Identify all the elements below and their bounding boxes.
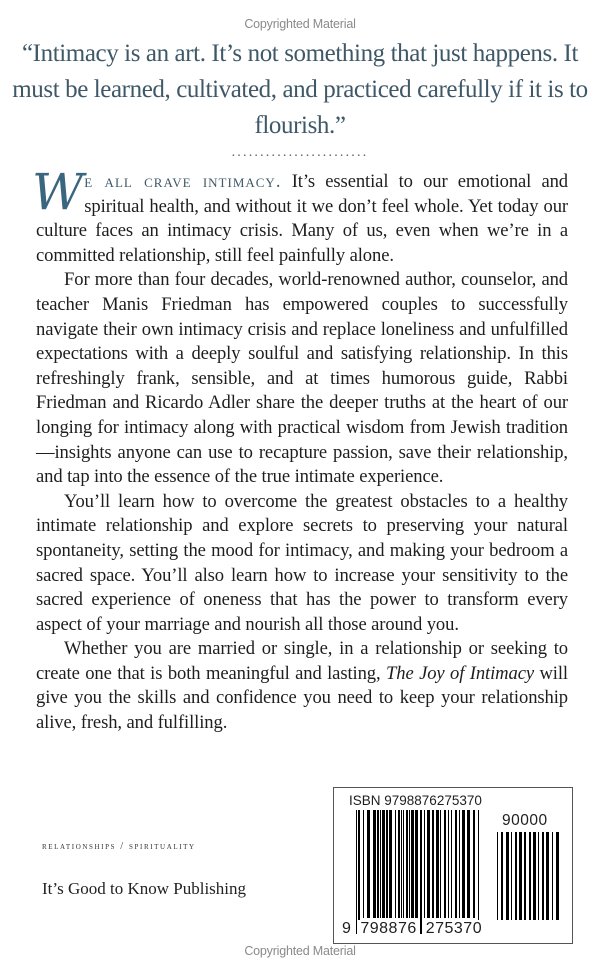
paragraph: For more than four decades, world-renowned author, counselor, and teacher Manis Friedman has empowered couples to successfully navigate their own intimacy crisis and replace loneliness and unfulfilled expectations with a deeply soulful and satisfying relationship. In this refreshingly frank, sensible, and at times humorous guide, Rabbi Friedman and Ricardo Adler share the deeper truths at the heart of our longing for intimacy along with practical wisdom from Jewish tradition—insights anyone can use to recapture passion, save their relationship, and tap into the essence of the true intimate experience.	[36, 269, 568, 488]
intro-paragraph	[32, 163, 569, 268]
barcode-bar	[556, 832, 559, 920]
barcode-bar	[389, 810, 392, 918]
copyright-watermark-top: Copyrighted Material	[244, 17, 356, 31]
barcode-bar	[542, 832, 544, 920]
barcode-bar	[373, 810, 376, 918]
barcode-bar	[401, 810, 402, 918]
barcode-bar	[411, 810, 414, 918]
barcode-bar	[524, 832, 526, 920]
book-title: The Joy of Intimacy	[386, 662, 535, 684]
barcode-bar	[356, 810, 357, 934]
paragraph: You’ll learn how to overcome the greatest obstacles to a healthy intimate relationship and explore secrets to preserving your natural spontaneity, setting the mood for intimacy, and making your bedroom a sacred space. You’ll also learn how to increase your sensitivity to the sacred experience of oneness that has the power to transform every aspect of your marriage and nourish all those around you.	[36, 490, 568, 635]
barcode-bar	[552, 832, 553, 920]
pull-quote: “Intimacy is an art. It’s not something that just happens. It must be learned, cultivated, and practiced carefully if it is to flourish.”	[12, 40, 588, 139]
barcode-bar	[403, 810, 404, 918]
barcode-bar	[515, 832, 517, 920]
text: will give you the skills and confidence you need to keep your relationship alive, fresh, and fulfilling.	[36, 662, 569, 734]
drop-cap: W	[32, 163, 84, 221]
closing-paragraph	[36, 637, 568, 735]
barcode-bar	[444, 810, 446, 918]
barcode-bar	[395, 810, 396, 918]
barcode-bar	[497, 832, 498, 920]
barcode-bar	[427, 810, 430, 918]
barcode-bar	[473, 810, 475, 918]
barcode-bar	[424, 810, 425, 918]
barcode-bar	[538, 832, 539, 920]
barcode-bar	[467, 810, 470, 918]
barcode-bar	[501, 832, 503, 920]
barcode-bar	[398, 810, 400, 918]
cover-footer	[0, 787, 600, 960]
barcode-bar	[511, 832, 512, 920]
barcode-bar	[478, 810, 479, 934]
intro-text: It’s essential to our emotional and spiritual health, and without it we don’t feel whole. Yet today our culture faces an intimacy crisis. Many of us, even when we’re in a committed relationship, still feel painfully alone.	[36, 171, 569, 266]
barcode-bar	[455, 810, 457, 918]
barcode-bar	[409, 810, 410, 918]
copyright-watermark-bottom: Copyrighted Material	[244, 944, 356, 958]
barcode-bar	[358, 810, 360, 934]
barcode-bar	[363, 810, 364, 918]
description	[32, 163, 569, 787]
publisher-name: It’s Good to Know Publishing	[42, 879, 247, 898]
category-label: relationships / spirituality	[42, 841, 196, 852]
barcode-bar	[380, 810, 381, 918]
barcode-bar	[440, 810, 441, 918]
barcode-bar	[519, 832, 522, 920]
digit-group-1: 798876	[360, 920, 417, 937]
first-digit: 9	[342, 920, 352, 937]
barcode-bar	[546, 832, 549, 920]
barcode-bar	[382, 810, 385, 918]
barcode-bar	[533, 832, 536, 920]
isbn-label: ISBN 9798876275370	[349, 793, 482, 808]
lead-in: e all crave intimacy.	[84, 171, 282, 192]
barcode-bar	[432, 810, 434, 918]
barcode-bar	[529, 832, 531, 920]
barcode-bar	[506, 832, 509, 920]
barcode-bar	[448, 810, 449, 918]
barcode-bar	[459, 810, 460, 918]
barcode-bar	[415, 810, 418, 918]
price-addon: 90000	[502, 812, 548, 829]
barcode-bar	[377, 810, 379, 918]
dotted-divider: ........................	[231, 145, 369, 160]
barcode-bar	[451, 810, 452, 918]
isbn-barcode	[333, 787, 573, 944]
barcode-bar	[406, 810, 408, 918]
text: Whether you are married or single, in a relationship or seeking to create one that is both meaningful and lasting,	[36, 638, 568, 684]
barcode-bar	[367, 810, 370, 918]
barcode-digits	[340, 919, 484, 938]
barcode-bar	[420, 810, 422, 934]
barcode-bar	[386, 810, 388, 918]
digit-group-2: 275370	[425, 920, 483, 937]
barcode-bar	[436, 810, 439, 918]
barcode-bar	[462, 810, 465, 918]
